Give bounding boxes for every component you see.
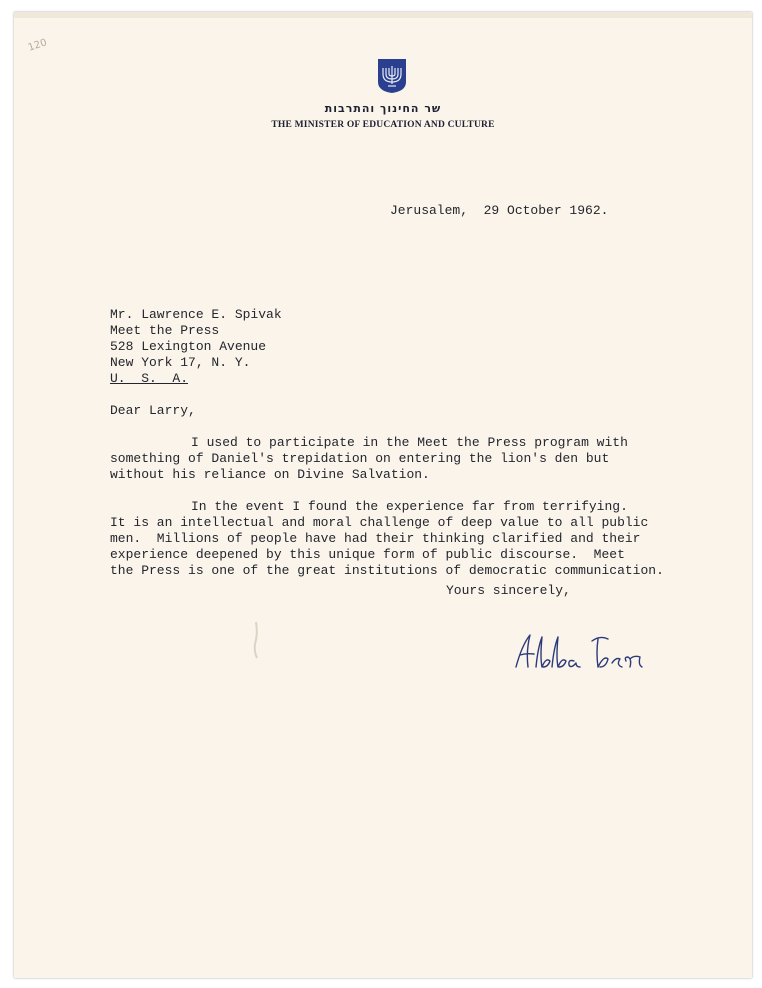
closing: Yours sincerely, [446,583,571,598]
pencil-note: 120 [26,37,49,54]
paragraph-line: In the event I found the experience far from terrifying. [191,499,628,514]
menorah-emblem-icon [377,58,407,94]
salutation: Dear Larry, [110,403,196,418]
paragraph-line: I used to participate in the Meet the Press program with [191,435,628,450]
paper-smudge [252,620,260,660]
letter-page [14,12,752,978]
paragraph-line: experience deepened by this unique form of public discourse. Meet [110,547,625,562]
letterhead-hebrew-title: שר החינוך והתרבות [324,102,442,115]
date-line: Jerusalem, 29 October 1962. [390,203,609,218]
recipient-organization: Meet the Press [110,323,220,338]
recipient-street: 528 Lexington Avenue [110,339,267,354]
paragraph-line: men. Millions of people have had their thinking clarified and their [110,531,641,546]
paragraph-line: It is an intellectual and moral challenge of deep value to all public [110,515,649,530]
paragraph-line: something of Daniel's trepidation on entering the lion's den but [110,451,610,466]
recipient-country: U. S. A. [110,371,189,386]
recipient-name: Mr. Lawrence E. Spivak [110,307,282,322]
recipient-city: New York 17, N. Y. [110,355,251,370]
paragraph-line: the Press is one of the great institutions of democratic communication. [110,563,664,578]
paragraph-line: without his reliance on Divine Salvation. [110,467,430,482]
signature-image [512,627,652,677]
letterhead-english-title: THE MINISTER OF EDUCATION AND CULTURE [271,120,495,130]
paper-top-edge [14,12,752,18]
